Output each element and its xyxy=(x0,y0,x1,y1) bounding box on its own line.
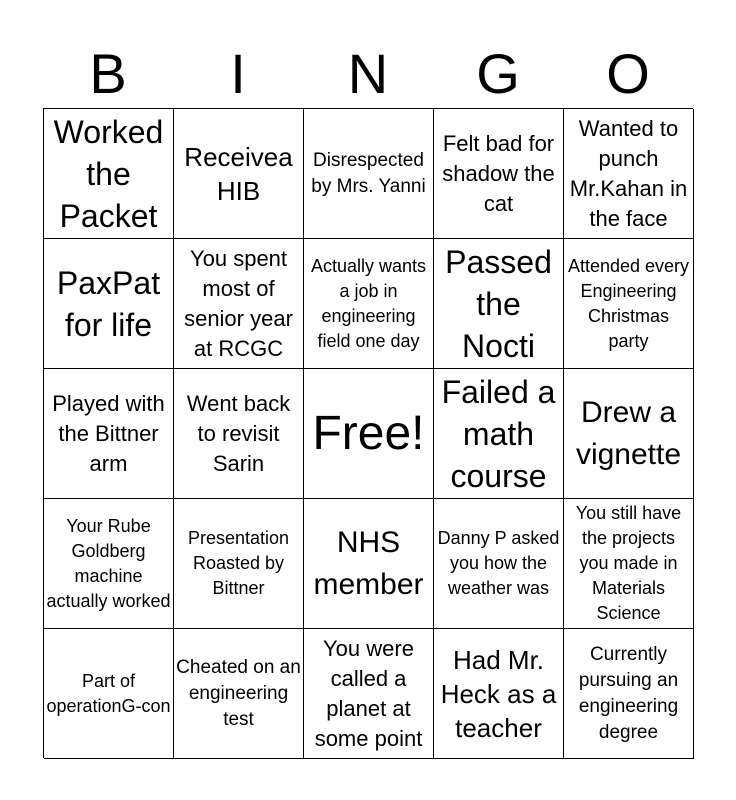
bingo-cell[interactable] xyxy=(174,109,304,239)
bingo-cell[interactable] xyxy=(564,499,694,629)
cell-text: Played with the Bittner arm xyxy=(52,390,165,476)
bingo-cell[interactable] xyxy=(174,369,304,499)
bingo-cell[interactable] xyxy=(44,629,174,759)
cell-text: Went back to revisit Sarin xyxy=(186,390,291,476)
bingo-cell[interactable] xyxy=(564,239,694,369)
cell-text: Danny P asked you how the weather was xyxy=(437,528,560,598)
cell-text: Actually wants a job in engineering field one day xyxy=(310,255,427,351)
bingo-cell[interactable] xyxy=(434,109,564,239)
bingo-cell[interactable] xyxy=(564,109,694,239)
cell-text: Part of operationG-con xyxy=(46,670,171,716)
bingo-cell[interactable] xyxy=(564,629,694,759)
header-letter-n: N xyxy=(347,42,389,105)
cell-text: Drew a vignette xyxy=(575,395,682,471)
cell-text: Disrespected by Mrs. Yanni xyxy=(311,149,426,197)
header-letter-b: B xyxy=(89,42,127,105)
bingo-cell[interactable] xyxy=(174,629,304,759)
bingo-cell[interactable] xyxy=(174,239,304,369)
cell-text: NHS member xyxy=(313,525,424,601)
bingo-cell[interactable] xyxy=(434,629,564,759)
bingo-cell[interactable] xyxy=(434,369,564,499)
cell-text: Attended every Engineering Christmas party xyxy=(567,255,690,351)
bingo-cell[interactable] xyxy=(174,499,304,629)
cell-text: Free! xyxy=(312,406,425,460)
bingo-cell-free[interactable] xyxy=(304,369,434,499)
header-letter-o: O xyxy=(606,42,650,105)
bingo-cell[interactable] xyxy=(304,499,434,629)
cell-text: PaxPat for life xyxy=(56,264,161,343)
cell-text: Had Mr. Heck as a teacher xyxy=(440,644,557,743)
cell-text: Felt bad for shadow the cat xyxy=(442,130,555,216)
cell-text: Receivea HIB xyxy=(184,141,293,206)
cell-text: Your Rube Goldberg machine actually worked xyxy=(46,515,171,611)
cell-text: Cheated on an engineering test xyxy=(176,656,301,730)
cell-text: Worked the Packet xyxy=(53,113,164,234)
bingo-cell[interactable] xyxy=(44,109,174,239)
bingo-grid xyxy=(43,108,693,758)
bingo-cell[interactable] xyxy=(304,109,434,239)
bingo-cell[interactable] xyxy=(44,239,174,369)
cell-text: You were called a planet at some point xyxy=(314,635,423,751)
bingo-cell[interactable] xyxy=(304,629,434,759)
bingo-cell[interactable] xyxy=(44,369,174,499)
cell-text: Currently pursuing an engineering degree xyxy=(578,643,679,743)
bingo-cell[interactable] xyxy=(564,369,694,499)
cell-text: You still have the projects you made in Materials Science xyxy=(575,503,682,623)
bingo-cell[interactable] xyxy=(434,239,564,369)
bingo-cell[interactable] xyxy=(44,499,174,629)
bingo-cell[interactable] xyxy=(304,239,434,369)
bingo-header xyxy=(43,40,693,108)
bingo-cell[interactable] xyxy=(434,499,564,629)
header-letter-g: G xyxy=(476,42,520,105)
cell-text: Passed the Nocti xyxy=(445,243,552,364)
header-letter-i: I xyxy=(230,42,246,105)
cell-text: You spent most of senior year at RCGC xyxy=(184,245,293,361)
cell-text: Failed a math course xyxy=(441,373,556,494)
cell-text: Presentation Roasted by Bittner xyxy=(187,528,290,598)
cell-text: Wanted to punch Mr.Kahan in the face xyxy=(569,115,688,231)
